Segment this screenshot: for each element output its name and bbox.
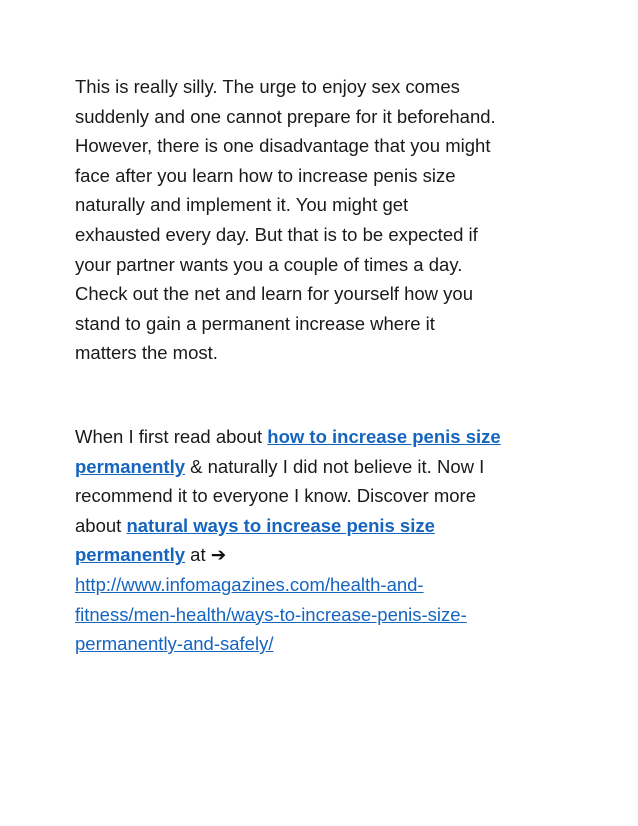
text-line: recommend it to everyone I know. Discover more [75, 485, 476, 507]
text-line: However, there is one disadvantage that you might [75, 135, 491, 157]
text-line: matters the most. [75, 342, 218, 364]
text-fragment: at [185, 544, 211, 566]
text-line [75, 422, 565, 452]
arrow-right-icon: ➔ [210, 544, 227, 566]
paragraph-recommendation [75, 422, 565, 659]
text-fragment: When I first read about [75, 426, 268, 447]
text-line [75, 629, 565, 659]
text-line: naturally and implement it. You might get [75, 194, 409, 216]
link-increase-size-part2[interactable]: permanently [75, 455, 186, 477]
text-line [75, 540, 565, 570]
link-increase-size-part1[interactable]: how to increase penis size [267, 426, 501, 447]
url-link-part3[interactable]: permanently-and-safely/ [75, 633, 274, 655]
text-line: stand to gain a permanent increase where it [75, 312, 435, 334]
text-line: your partner wants you a couple of times a day. [75, 253, 463, 275]
paragraph-intro [75, 72, 565, 368]
text-line [75, 570, 565, 600]
text-line: exhausted every day. But that is to be expected if [75, 223, 478, 245]
text-line: This is really silly. The urge to enjoy sex comes [75, 76, 460, 97]
text-line: face after you learn how to increase penis size [75, 164, 456, 186]
text-line [75, 452, 565, 482]
text-line [75, 511, 565, 541]
text-line: suddenly and one cannot prepare for it beforehand. [75, 105, 496, 127]
text-line: Check out the net and learn for yourself how you [75, 283, 473, 305]
url-link-part2[interactable]: fitness/men-health/ways-to-increase-penis-size- [75, 603, 467, 625]
url-link-part1[interactable]: http://www.infomagazines.com/health-and- [75, 573, 424, 595]
text-fragment: about [75, 514, 127, 536]
text-line [75, 600, 565, 630]
text-fragment: & naturally I did not believe it. Now I [185, 455, 485, 477]
link-natural-ways-part1[interactable]: natural ways to increase penis size [126, 514, 435, 536]
link-natural-ways-part2[interactable]: permanently [75, 544, 186, 566]
